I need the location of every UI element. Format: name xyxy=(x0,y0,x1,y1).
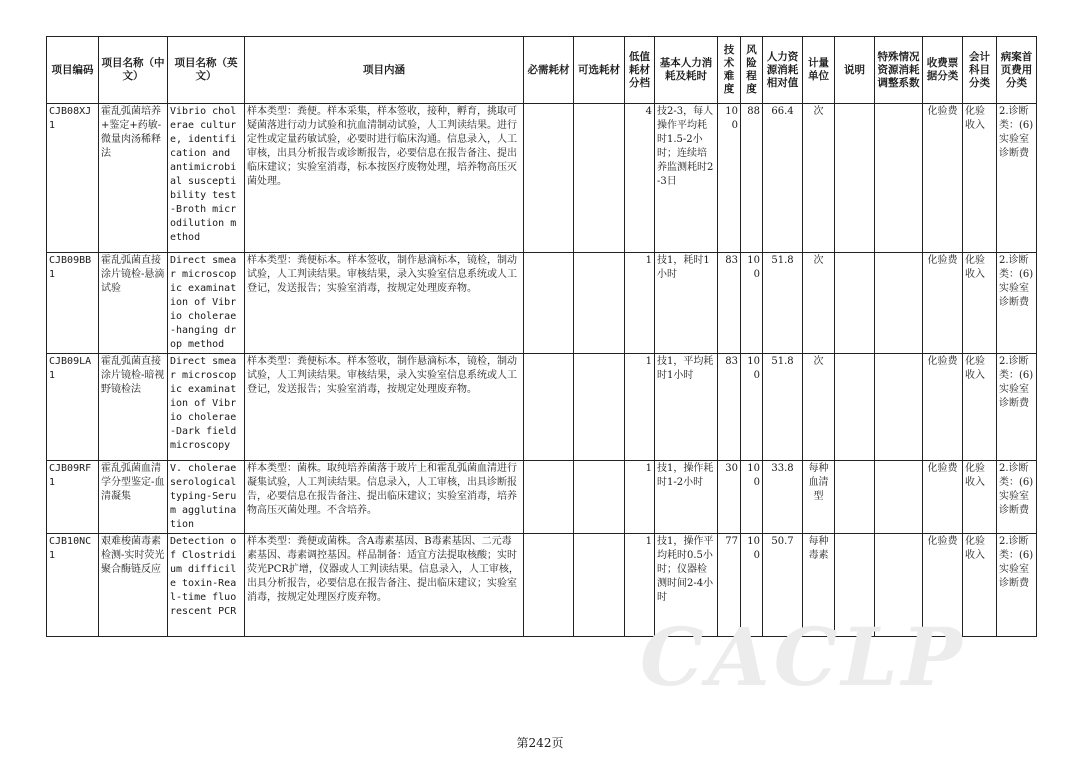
header-labor-relative: 人力资源消耗相对值 xyxy=(763,37,803,104)
cell-relative: 50.7 xyxy=(763,534,803,637)
cell-account: 化验收入 xyxy=(963,354,997,461)
header-case-category: 病案首页费用分类 xyxy=(997,37,1037,104)
header-row xyxy=(47,37,1037,104)
cell-name-en: Vibrio cholerae culture, identification and antimicrobial susceptibility test-Broth microdilution method xyxy=(168,104,245,253)
cell-special xyxy=(875,461,923,534)
header-unit: 计量单位 xyxy=(803,37,835,104)
cell-labor: 技1，操作平均耗时0.5小时；仪器检测时间2-4小时 xyxy=(655,534,718,637)
cell-optional-consumables xyxy=(574,534,625,637)
table-row xyxy=(47,461,1037,534)
cell-name-cn: 霍乱弧菌直接涂片镜检-悬滴试验 xyxy=(99,253,168,354)
cell-required-consumables xyxy=(524,253,574,354)
cell-relative: 51.8 xyxy=(763,354,803,461)
cell-labor: 技2-3，每人操作平均耗时1.5-2小时；连续培养监测耗时2-3日 xyxy=(655,104,718,253)
cell-risk: 100 xyxy=(741,354,763,461)
cell-risk: 88 xyxy=(741,104,763,253)
cell-case: 2.诊断类：(6)实验室诊断费 xyxy=(997,104,1037,253)
cell-labor: 技1，耗时1小时 xyxy=(655,253,718,354)
header-account-category: 会计科目分类 xyxy=(963,37,997,104)
cell-risk: 100 xyxy=(741,534,763,637)
cell-name-en: Detection of Clostridium difficile toxin-Real-time fluorescent PCR xyxy=(168,534,245,637)
cell-unit: 次 xyxy=(803,354,835,461)
header-name-en: 项目名称（英文） xyxy=(168,37,245,104)
cell-name-en: V. cholerae serological typing-Serum agglutination xyxy=(168,461,245,534)
header-code: 项目编码 xyxy=(47,37,99,104)
cell-grade: 1 xyxy=(625,534,655,637)
cell-tech: 83 xyxy=(718,253,741,354)
cell-code: CJB09LA1 xyxy=(47,354,99,461)
cell-tech: 30 xyxy=(718,461,741,534)
header-risk-level: 风险程度 xyxy=(741,37,763,104)
cell-content: 样本类型：粪便或菌株。含A毒素基因、B毒素基因、二元毒素基因、毒素调控基因。样品制备：适宜方法提取核酸；实时荧光PCR扩增，仪器或人工判读结果。信息录入，人工审核，出具分析报告，必要信息在报告备注、提出临床建议；实验室消毒，按规定处理医疗废弃物。 xyxy=(245,534,524,637)
cell-account: 化验收入 xyxy=(963,104,997,253)
cell-name-cn: 霍乱弧菌直接涂片镜检-暗视野镜检法 xyxy=(99,354,168,461)
cell-fee: 化验费 xyxy=(923,354,963,461)
watermark-logo: CACLP xyxy=(640,610,966,704)
cell-code: CJB10NC1 xyxy=(47,534,99,637)
cell-account: 化验收入 xyxy=(963,461,997,534)
cell-unit: 次 xyxy=(803,104,835,253)
cell-tech: 77 xyxy=(718,534,741,637)
cell-optional-consumables xyxy=(574,104,625,253)
header-special-coef: 特殊情况资源消耗调整系数 xyxy=(875,37,923,104)
cell-required-consumables xyxy=(524,104,574,253)
cell-relative: 66.4 xyxy=(763,104,803,253)
cell-tech: 83 xyxy=(718,354,741,461)
cell-required-consumables xyxy=(524,354,574,461)
cell-note xyxy=(835,354,875,461)
cell-account: 化验收入 xyxy=(963,534,997,637)
table-row xyxy=(47,104,1037,253)
cell-unit: 每种毒素 xyxy=(803,534,835,637)
table-row xyxy=(47,354,1037,461)
pricing-table xyxy=(46,36,1037,637)
header-labor: 基本人力消耗及耗时 xyxy=(655,37,718,104)
cell-labor: 技1，操作耗时1-2小时 xyxy=(655,461,718,534)
table-row xyxy=(47,253,1037,354)
cell-content: 样本类型：菌株。取纯培养菌落于玻片上和霍乱弧菌血清进行凝集试验，人工判读结果。信息录入，人工审核，出具诊断报告，必要信息在报告备注、提出临床建议；实验室消毒，培养物高压灭菌处理。不含培养。 xyxy=(245,461,524,534)
cell-risk: 100 xyxy=(741,461,763,534)
header-content: 项目内涵 xyxy=(245,37,524,104)
cell-risk: 100 xyxy=(741,253,763,354)
header-low-value-grade: 低值耗材分档 xyxy=(625,37,655,104)
header-tech-difficulty: 技术难度 xyxy=(718,37,741,104)
cell-required-consumables xyxy=(524,461,574,534)
header-required-consumables: 必需耗材 xyxy=(524,37,574,104)
cell-relative: 33.8 xyxy=(763,461,803,534)
cell-content: 样本类型：粪便标本。样本签收，制作悬滴标本，镜检，制动试验，人工判读结果。审核结果，录入实验室信息系统或人工登记，发送报告；实验室消毒，按规定处理废弃物。 xyxy=(245,354,524,461)
cell-fee: 化验费 xyxy=(923,461,963,534)
header-optional-consumables: 可选耗材 xyxy=(574,37,625,104)
header-note: 说明 xyxy=(835,37,875,104)
header-fee-category: 收费票据分类 xyxy=(923,37,963,104)
cell-code: CJB09RF1 xyxy=(47,461,99,534)
cell-special xyxy=(875,354,923,461)
cell-note xyxy=(835,461,875,534)
cell-grade: 4 xyxy=(625,104,655,253)
cell-content: 样本类型：粪便。样本采集，样本签收，接种，孵育，挑取可疑菌落进行动力试验和抗血清制动试验，人工判读结果。进行定性或定量药敏试验，必要时进行临床沟通。信息录入，人工审核，出具分析报告或诊断报告，必要信息在报告备注、提出临床建议；实验室消毒，标本按医疗废物处理，培养物高压灭菌处理。 xyxy=(245,104,524,253)
cell-name-en: Direct smear microscopic examination of Vibrio cholerae-hanging drop method xyxy=(168,253,245,354)
cell-fee: 化验费 xyxy=(923,253,963,354)
cell-grade: 1 xyxy=(625,253,655,354)
cell-code: CJB09BB1 xyxy=(47,253,99,354)
cell-code: CJB08XJ1 xyxy=(47,104,99,253)
cell-labor: 技1，平均耗时1小时 xyxy=(655,354,718,461)
cell-case: 2.诊断类：(6)实验室诊断费 xyxy=(997,253,1037,354)
cell-grade: 1 xyxy=(625,354,655,461)
cell-special xyxy=(875,104,923,253)
cell-grade: 1 xyxy=(625,461,655,534)
cell-name-cn: 艰难梭菌毒素检测-实时荧光聚合酶链反应 xyxy=(99,534,168,637)
cell-case: 2.诊断类：(6)实验室诊断费 xyxy=(997,461,1037,534)
cell-content: 样本类型：粪便标本。样本签收，制作悬滴标本，镜检，制动试验，人工判读结果。审核结果，录入实验室信息系统或人工登记，发送报告；实验室消毒，按规定处理废弃物。 xyxy=(245,253,524,354)
cell-fee: 化验费 xyxy=(923,534,963,637)
cell-name-en: Direct smear microscopic examination of Vibrio cholerae-Dark field microscopy xyxy=(168,354,245,461)
cell-optional-consumables xyxy=(574,354,625,461)
cell-case: 2.诊断类：(6)实验室诊断费 xyxy=(997,354,1037,461)
cell-fee: 化验费 xyxy=(923,104,963,253)
cell-tech: 100 xyxy=(718,104,741,253)
header-name-cn: 项目名称（中文） xyxy=(99,37,168,104)
cell-optional-consumables xyxy=(574,461,625,534)
cell-name-cn: 霍乱弧菌培养+鉴定+药敏-微量肉汤稀释法 xyxy=(99,104,168,253)
cell-case: 2.诊断类：(6)实验室诊断费 xyxy=(997,534,1037,637)
cell-relative: 51.8 xyxy=(763,253,803,354)
cell-note xyxy=(835,104,875,253)
cell-unit: 每种血清型 xyxy=(803,461,835,534)
page-number: 第242页 xyxy=(516,736,564,750)
cell-note xyxy=(835,253,875,354)
cell-unit: 次 xyxy=(803,253,835,354)
cell-special xyxy=(875,253,923,354)
cell-name-cn: 霍乱弧菌血清学分型鉴定-血清凝集 xyxy=(99,461,168,534)
cell-required-consumables xyxy=(524,534,574,637)
cell-account: 化验收入 xyxy=(963,253,997,354)
cell-optional-consumables xyxy=(574,253,625,354)
